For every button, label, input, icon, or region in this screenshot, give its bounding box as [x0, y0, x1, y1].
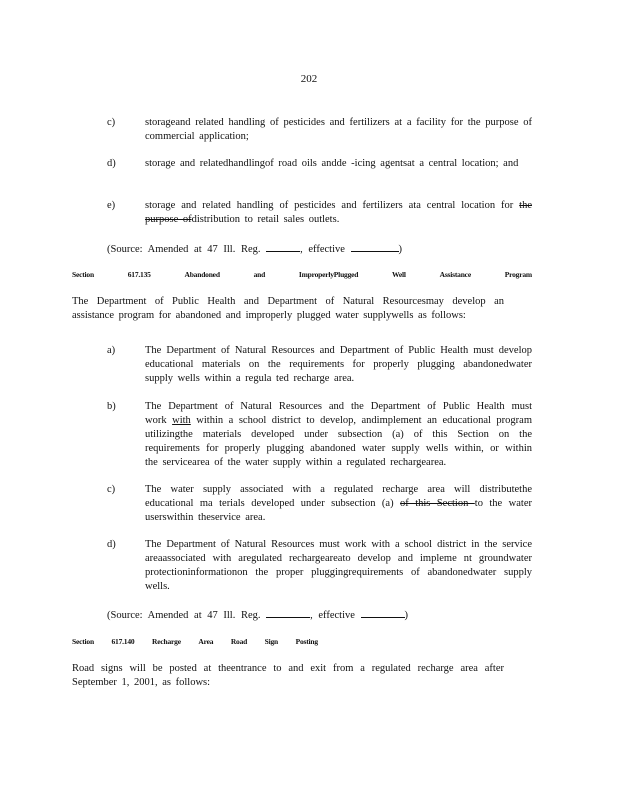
- item-label: d): [107, 158, 116, 169]
- section-heading: [72, 637, 318, 646]
- item-label: b): [107, 401, 116, 412]
- text-segment: to the water userswithin theservice area.: [145, 498, 532, 523]
- list-item: [107, 483, 532, 525]
- source-mid: , effective: [300, 244, 345, 255]
- source-suffix: ): [398, 244, 403, 255]
- text-segment: The Department of Natural Resources and the Department of Public Health must work: [145, 401, 532, 426]
- section-heading: [72, 270, 532, 279]
- list-item: [107, 538, 532, 594]
- source-mid: , effective: [310, 610, 355, 621]
- text-segment: within a school district to develop, andimplement an educational program utilizingthe materials developed under subsection (a) of this Section on the requirements for properly plugging abandoned water supply wells within, or within the servicearea of the water supply within a regulated rechargearea.: [145, 415, 532, 468]
- heading-word: and: [253, 270, 266, 279]
- source-note: [107, 241, 402, 255]
- item-label: a): [107, 345, 116, 356]
- heading-word: 617.140: [111, 637, 135, 646]
- list-item: [107, 157, 532, 171]
- list-item: [107, 116, 532, 144]
- heading-word: ImproperlyPlugged: [298, 270, 359, 279]
- heading-word: Assistance: [439, 270, 471, 279]
- text-segment: storage and related handling of pesticides and fertilizers ata central location for: [145, 200, 520, 211]
- heading-word: Abandoned: [184, 270, 220, 279]
- blank-line: [266, 241, 300, 252]
- item-text: [145, 483, 532, 525]
- heading-word: 617.135: [127, 270, 151, 279]
- struck-text: the purpose of: [145, 200, 532, 225]
- source-suffix: ): [404, 610, 409, 621]
- list-item: [107, 344, 532, 386]
- item-label: c): [107, 117, 116, 128]
- item-text: [145, 199, 532, 227]
- heading-word: Section: [72, 270, 94, 279]
- struck-text: of this Section: [400, 498, 475, 509]
- intro-paragraph: Road signs will be posted at theentrance to and exit from a regulated recharge area after September 1, 2001, as follows:: [72, 663, 504, 688]
- heading-word: Road: [230, 637, 248, 646]
- item-label: e): [107, 200, 116, 211]
- text-segment: distribution to retail sales outlets.: [191, 214, 340, 225]
- item-text: The Department of Natural Resources must work with a school district in the service areaassociated with aregulated rechargeareato develop and impleme nt groundwater protectioninformationon the proper pluggingrequirements of abandonedwater supply wells.: [145, 539, 532, 592]
- source-note: [107, 607, 408, 621]
- blank-line: [351, 241, 399, 252]
- item-label: c): [107, 484, 116, 495]
- page-number: 202: [300, 73, 318, 85]
- heading-word: Section: [72, 637, 94, 646]
- list-item: [107, 400, 532, 470]
- intro-paragraph: The Department of Public Health and Department of Natural Resourcesmay develop an assistance program for abandoned and improperly plugged water supplywells as follows:: [72, 296, 504, 321]
- item-text: [145, 400, 532, 470]
- blank-line: [361, 607, 405, 618]
- text-segment: The water supply associated with a regulated recharge area will distributethe educational ma terials developed under subsection (a): [145, 484, 532, 509]
- underlined-text: with: [172, 415, 191, 426]
- heading-word: Posting: [295, 637, 318, 646]
- heading-word: Program: [504, 270, 532, 279]
- list-item: [107, 199, 532, 227]
- item-text: storageand related handling of pesticides and fertilizers at a facility for the purpose of commercial application;: [145, 117, 532, 142]
- item-text: storage and relatedhandlingof road oils andde -icing agentsat a central location; and: [145, 158, 519, 169]
- heading-word: Sign: [264, 637, 279, 646]
- source-prefix: (Source: Amended at 47 Ill. Reg.: [107, 244, 261, 255]
- blank-line: [266, 607, 310, 618]
- item-label: d): [107, 539, 116, 550]
- item-text: The Department of Natural Resources and Department of Public Health must develop educational materials on the requirements for properly plugging abandonedwater supply wells within a regula ted recharge area.: [145, 345, 532, 384]
- source-prefix: (Source: Amended at 47 Ill. Reg.: [107, 610, 261, 621]
- heading-word: Recharge: [152, 637, 181, 646]
- heading-word: Area: [198, 637, 214, 646]
- heading-word: Well: [392, 270, 406, 279]
